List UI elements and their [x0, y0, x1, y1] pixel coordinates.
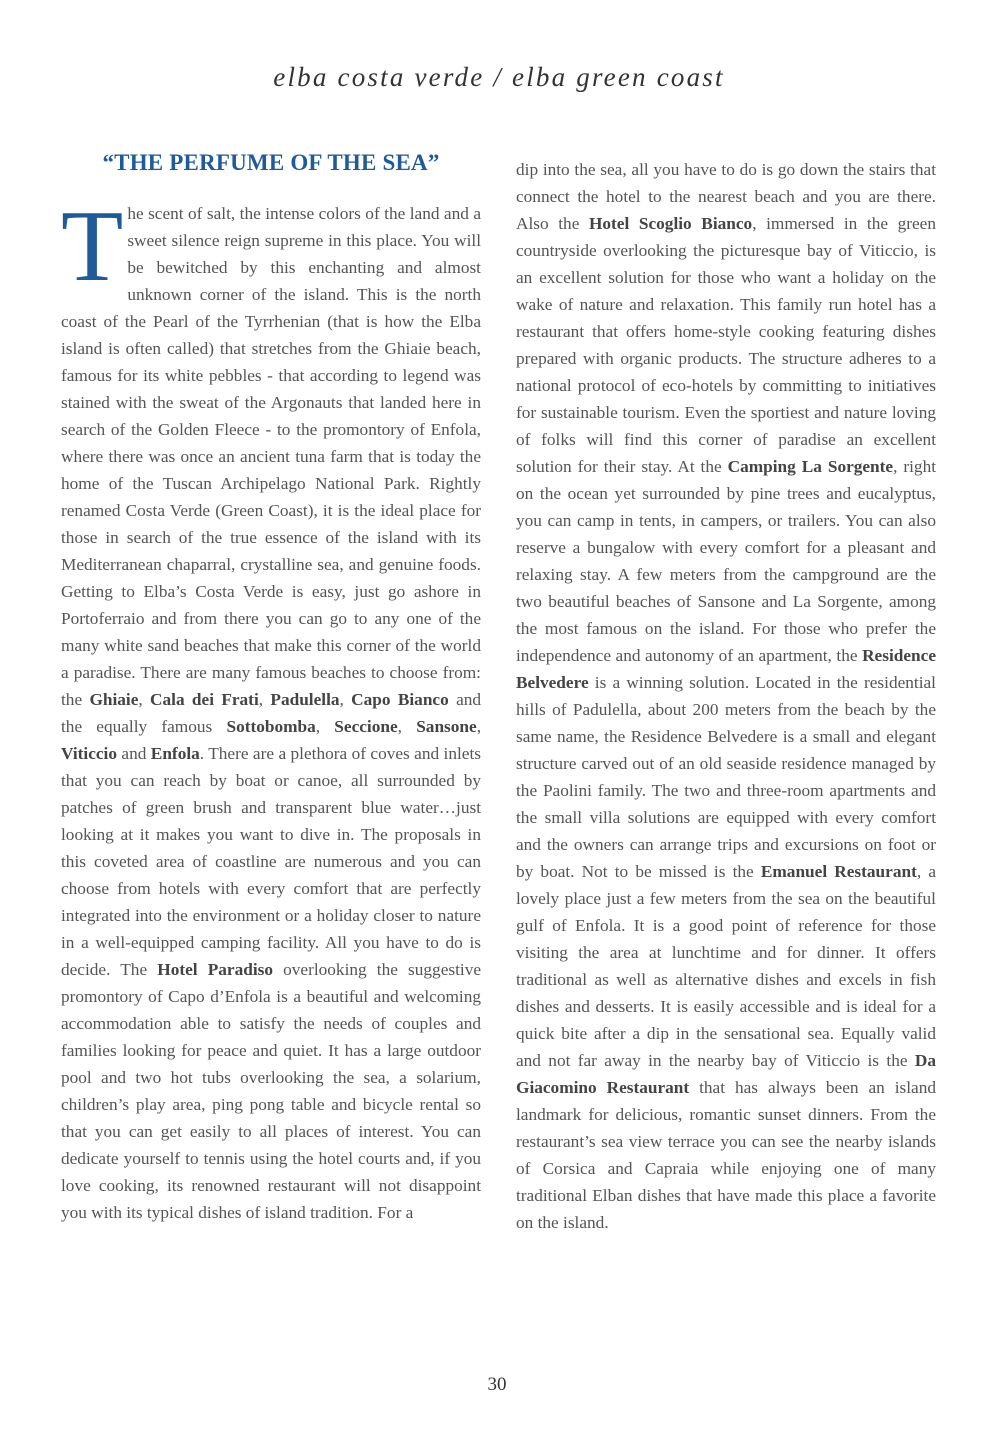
- text-run: , right on the ocean yet surrounded by pine trees and eucalyptus, you can camp in tents, in campers, or trailers. You can also reserve a bungalow with every comfort for a pleasant and relaxing stay. A few meters from the campground are the two beautiful beaches of Sansone and La Sorgente, among the most famous on the island. For those who prefer the independence and autonomy of an apartment, the: [516, 457, 937, 665]
- page-number: 30: [487, 1374, 507, 1395]
- text-run: is a winning solution. Located in the residential hills of Padulella, about 200 meters from the beach by the same name, the Residence Belvedere is a small and elegant structure carved out of an old seaside residence managed by the Paolini family. The two and three-room apartments and the small villa solutions are equipped with every comfort and the owners can arrange trips and excursions on foot or by boat. Not to be missed is the: [516, 673, 936, 881]
- highlighted-name: Seccione: [334, 717, 398, 736]
- highlighted-name: Sansone: [416, 717, 477, 736]
- article-paragraph-left: [61, 190, 482, 1226]
- text-run: and the equally famous: [61, 690, 482, 736]
- highlighted-name: Camping La Sorgente: [727, 457, 894, 476]
- header-title: elba costa verde / elba green coast: [273, 62, 725, 92]
- highlighted-name: Cala dei Frati: [150, 690, 259, 709]
- text-run: overlooking the suggestive promontory of Capo d’Enfola is a beautiful and welcoming accommodation able to satisfy the needs of couples and families looking for peace and quiet. It has a large outdoor pool and two hot tubs overlooking the sea, a solarium, children’s play area, ping pong table and bicycle rental so that you can get easily to all places of interest. You can dedicate yourself to tennis using the hotel courts and, if you love cooking, its renowned restaurant will not disappoint you with its typical dishes of island tradition. For a: [61, 960, 482, 1222]
- text-run: ,: [315, 717, 335, 736]
- highlighted-name: Viticcio: [61, 744, 117, 763]
- text-run: ,: [258, 690, 271, 709]
- highlighted-name: Enfola: [150, 744, 200, 763]
- text-run: he scent of salt, the intense colors of the land and a sweet silence reign supreme in this place. You will be bewitched by this enchanting and almost unknown corner of the island. This is the north coast of the Pearl of the Tyrrhenian (that is how the Elba island is often called) that stretches from the Ghiaie beach, famous for its white pebbles - that according to legend was stained with the sweat of the Argonauts that landed here in search of the Golden Fleece - to the promontory of Enfola, where there was once an ancient tuna farm that is today the home of the Tuscan Archipelago National Park. Rightly renamed Costa Verde (Green Coast), it is the ideal place for those in search of the true essence of the island with its Mediterranean chaparral, crystalline sea, and genuine foods. Getting to Elba’s Costa Verde is easy, just go ashore in Portoferraio and from there you can go to any one of the many white sand beaches that make this corner of the world a paradise. There are many famous beaches to choose from: the: [61, 204, 481, 709]
- highlighted-name: Sottobomba: [226, 717, 316, 736]
- text-run: , a lovely place just a few meters from the sea on the beautiful gulf of Enfola. It is a good point of reference for those visiting the area at lunchtime and for dinner. It offers traditional as well as alternative dishes and excels in fish dishes and desserts. It is easily accessible and is ideal for a quick bite after a dip in the sensational sea. Equally valid and not far away in the nearby bay of Viticcio is the: [516, 862, 936, 1070]
- highlighted-name: Capo Bianco: [351, 690, 449, 709]
- drop-cap: T: [61, 190, 124, 303]
- highlighted-name: Hotel Paradiso: [157, 960, 273, 979]
- text-run: and: [116, 744, 151, 763]
- highlighted-name: Ghiaie: [89, 690, 139, 709]
- highlighted-name: Emanuel Restaurant: [760, 862, 917, 881]
- highlighted-name: Padulella: [270, 690, 340, 709]
- article-text-left: [61, 190, 482, 1222]
- section-title: “THE PERFUME OF THE SEA”: [102, 150, 440, 175]
- text-run: that has always been an island landmark for delicious, romantic sunset dinners. From the restaurant’s sea view terrace you can see the nearby islands of Corsica and Capraia while enjoying one of many traditional Elban dishes that have made this place a favorite on the island.: [516, 1078, 936, 1232]
- text-run: ,: [476, 717, 482, 736]
- article-text-right: [516, 160, 936, 1232]
- text-run: ,: [397, 717, 417, 736]
- text-run: , immersed in the green countryside overlooking the picturesque bay of Viticcio, is an excellent solution for those who want a holiday on the wake of nature and relaxation. This family run hotel has a restaurant that offers home-style cooking featuring dishes prepared with organic products. The structure adheres to a national protocol of eco-hotels by committing to initiatives for sustainable tourism. Even the sportiest and nature loving of folks will find this corner of paradise an excellent solution for their stay. At the: [516, 214, 936, 476]
- text-run: ,: [339, 690, 352, 709]
- text-run: . There are a plethora of coves and inlets that you can reach by boat or canoe, all surrounded by patches of green brush and transparent blue water…just looking at it makes you want to dive in. The proposals in this coveted area of coastline are numerous and you can choose from hotels with every comfort that are perfectly integrated into the environment or a holiday closer to nature in a well-equipped camping facility. All you have to do is decide. The: [61, 744, 482, 979]
- text-run: ,: [138, 690, 151, 709]
- highlighted-name: Hotel Scoglio Bianco: [588, 214, 753, 233]
- article-paragraph-right: [516, 156, 936, 1236]
- highlighted-name: Da Giacomino Restaurant: [516, 1051, 936, 1097]
- article-column-right: [516, 156, 936, 1236]
- highlighted-name: Residence Belvedere: [516, 646, 936, 692]
- page-header: [0, 62, 994, 93]
- article-column-left: [61, 148, 481, 1226]
- text-run: dip into the sea, all you have to do is go down the stairs that connect the hotel to the nearest beach and you are there. Also the: [516, 160, 936, 233]
